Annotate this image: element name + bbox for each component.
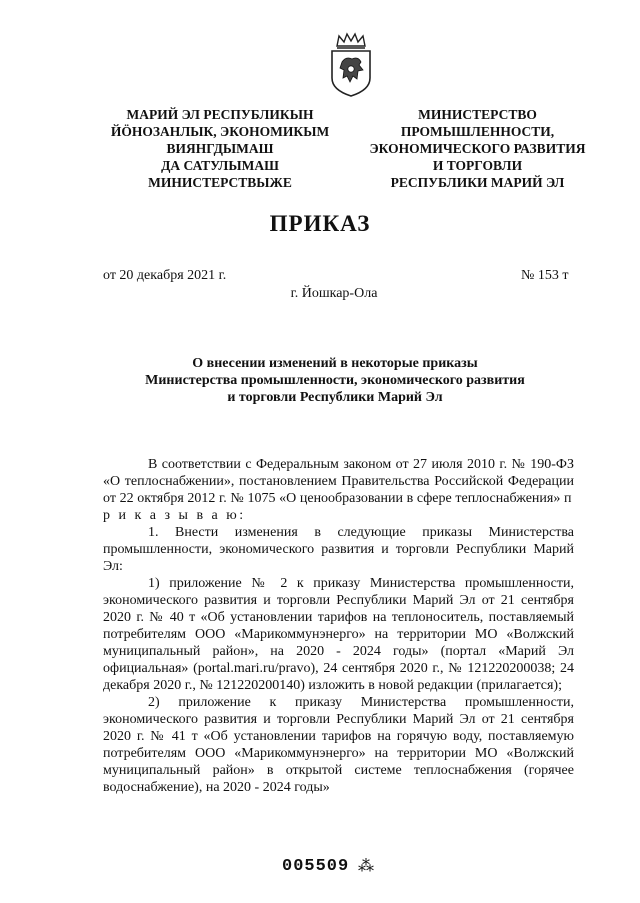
order-word: п р и к а з ы в а ю: [103,491,574,523]
body-paragraph: 2) приложение к приказу Министерства промышленности, экономического развития и торговли Республики Марий Эл от 21 сентября 2020 г. № 41 т «Об установлении тарифов на горячую воду, поставляемую потребителям ООО «Марикоммунэнерго» на территории МО «Волжский муниципальный район» в открытой системе теплоснабжения (горячее водоснабжение), на 2020 - 2024 годы» [103,695,574,795]
paragraph-text: В соответствии с Федеральным законом от 27 июля 2010 г. № 190-ФЗ «О теплоснабжении», постановлением Правительства Российской Федерации от 22 октября 2012 г. № 1075 «О ценообразовании в сфере теплоснабжения» [103,457,574,506]
header-line: ДА САТУЛЫМАШ [161,158,279,173]
header-line: РЕСПУБЛИКИ МАРИЙ ЭЛ [390,175,565,190]
document-body [103,456,574,796]
header-line: ЙӦНОЗАНЛЫК, ЭКОНОМИКЫМ [110,124,330,139]
body-paragraph: 1. Внести изменения в следующие приказы Министерства промышленности, экономического развития и торговли Республики Марий Эл: [103,525,574,574]
header-line: ЭКОНОМИЧЕСКОГО РАЗВИТИЯ [369,141,586,156]
coat-of-arms-icon [328,32,374,98]
subject-line: О внесении изменений в некоторые приказы [192,356,478,371]
document-title: ПРИКАЗ [269,211,371,236]
header-line: ПРОМЫШЛЕННОСТИ, [400,124,555,139]
document-number: № 153 т [521,268,569,283]
ministry-name-mari [100,106,340,191]
document-city: г. Йошкар-Ола [290,286,378,301]
stamp-mark-icon: ⁂ [358,858,374,875]
header-line: МИНИСТЕРСТВО [418,107,537,122]
body-paragraph [103,456,574,524]
header-line: ВИЯНГДЫМАШ [166,141,274,156]
serial-number-stamp: 005509 [282,857,350,876]
ministry-name-russian [355,106,600,191]
header-line: МИНИСТЕРСТВЫЖЕ [148,175,292,190]
header-line: МАРИЙ ЭЛ РЕСПУБЛИКЫН [126,107,314,122]
subject-line: Министерства промышленности, экономического развития [145,373,525,388]
header-line: И ТОРГОВЛИ [432,158,523,173]
subject-line: и торговли Республики Марий Эл [227,390,443,405]
document-subject [100,355,570,406]
body-paragraph: 1) приложение № 2 к приказу Министерства промышленности, экономического развития и торговли Республики Марий Эл от 21 сентября 2020 г. № 40 т «Об установлении тарифов на теплоноситель, поставляемый потребителям ООО «Марикоммунэнерго» на территории МО «Волжский муниципальный район», на 2020 - 2024 годы» (портал «Марий Эл официальная» (portal.mari.ru/pravo), 24 сентября 2020 г., № 121220200038; 24 декабря 2020 г., № 121220200140) изложить в новой редакции (прилагается); [103,576,574,693]
document-date: от 20 декабря 2021 г. [103,268,227,283]
